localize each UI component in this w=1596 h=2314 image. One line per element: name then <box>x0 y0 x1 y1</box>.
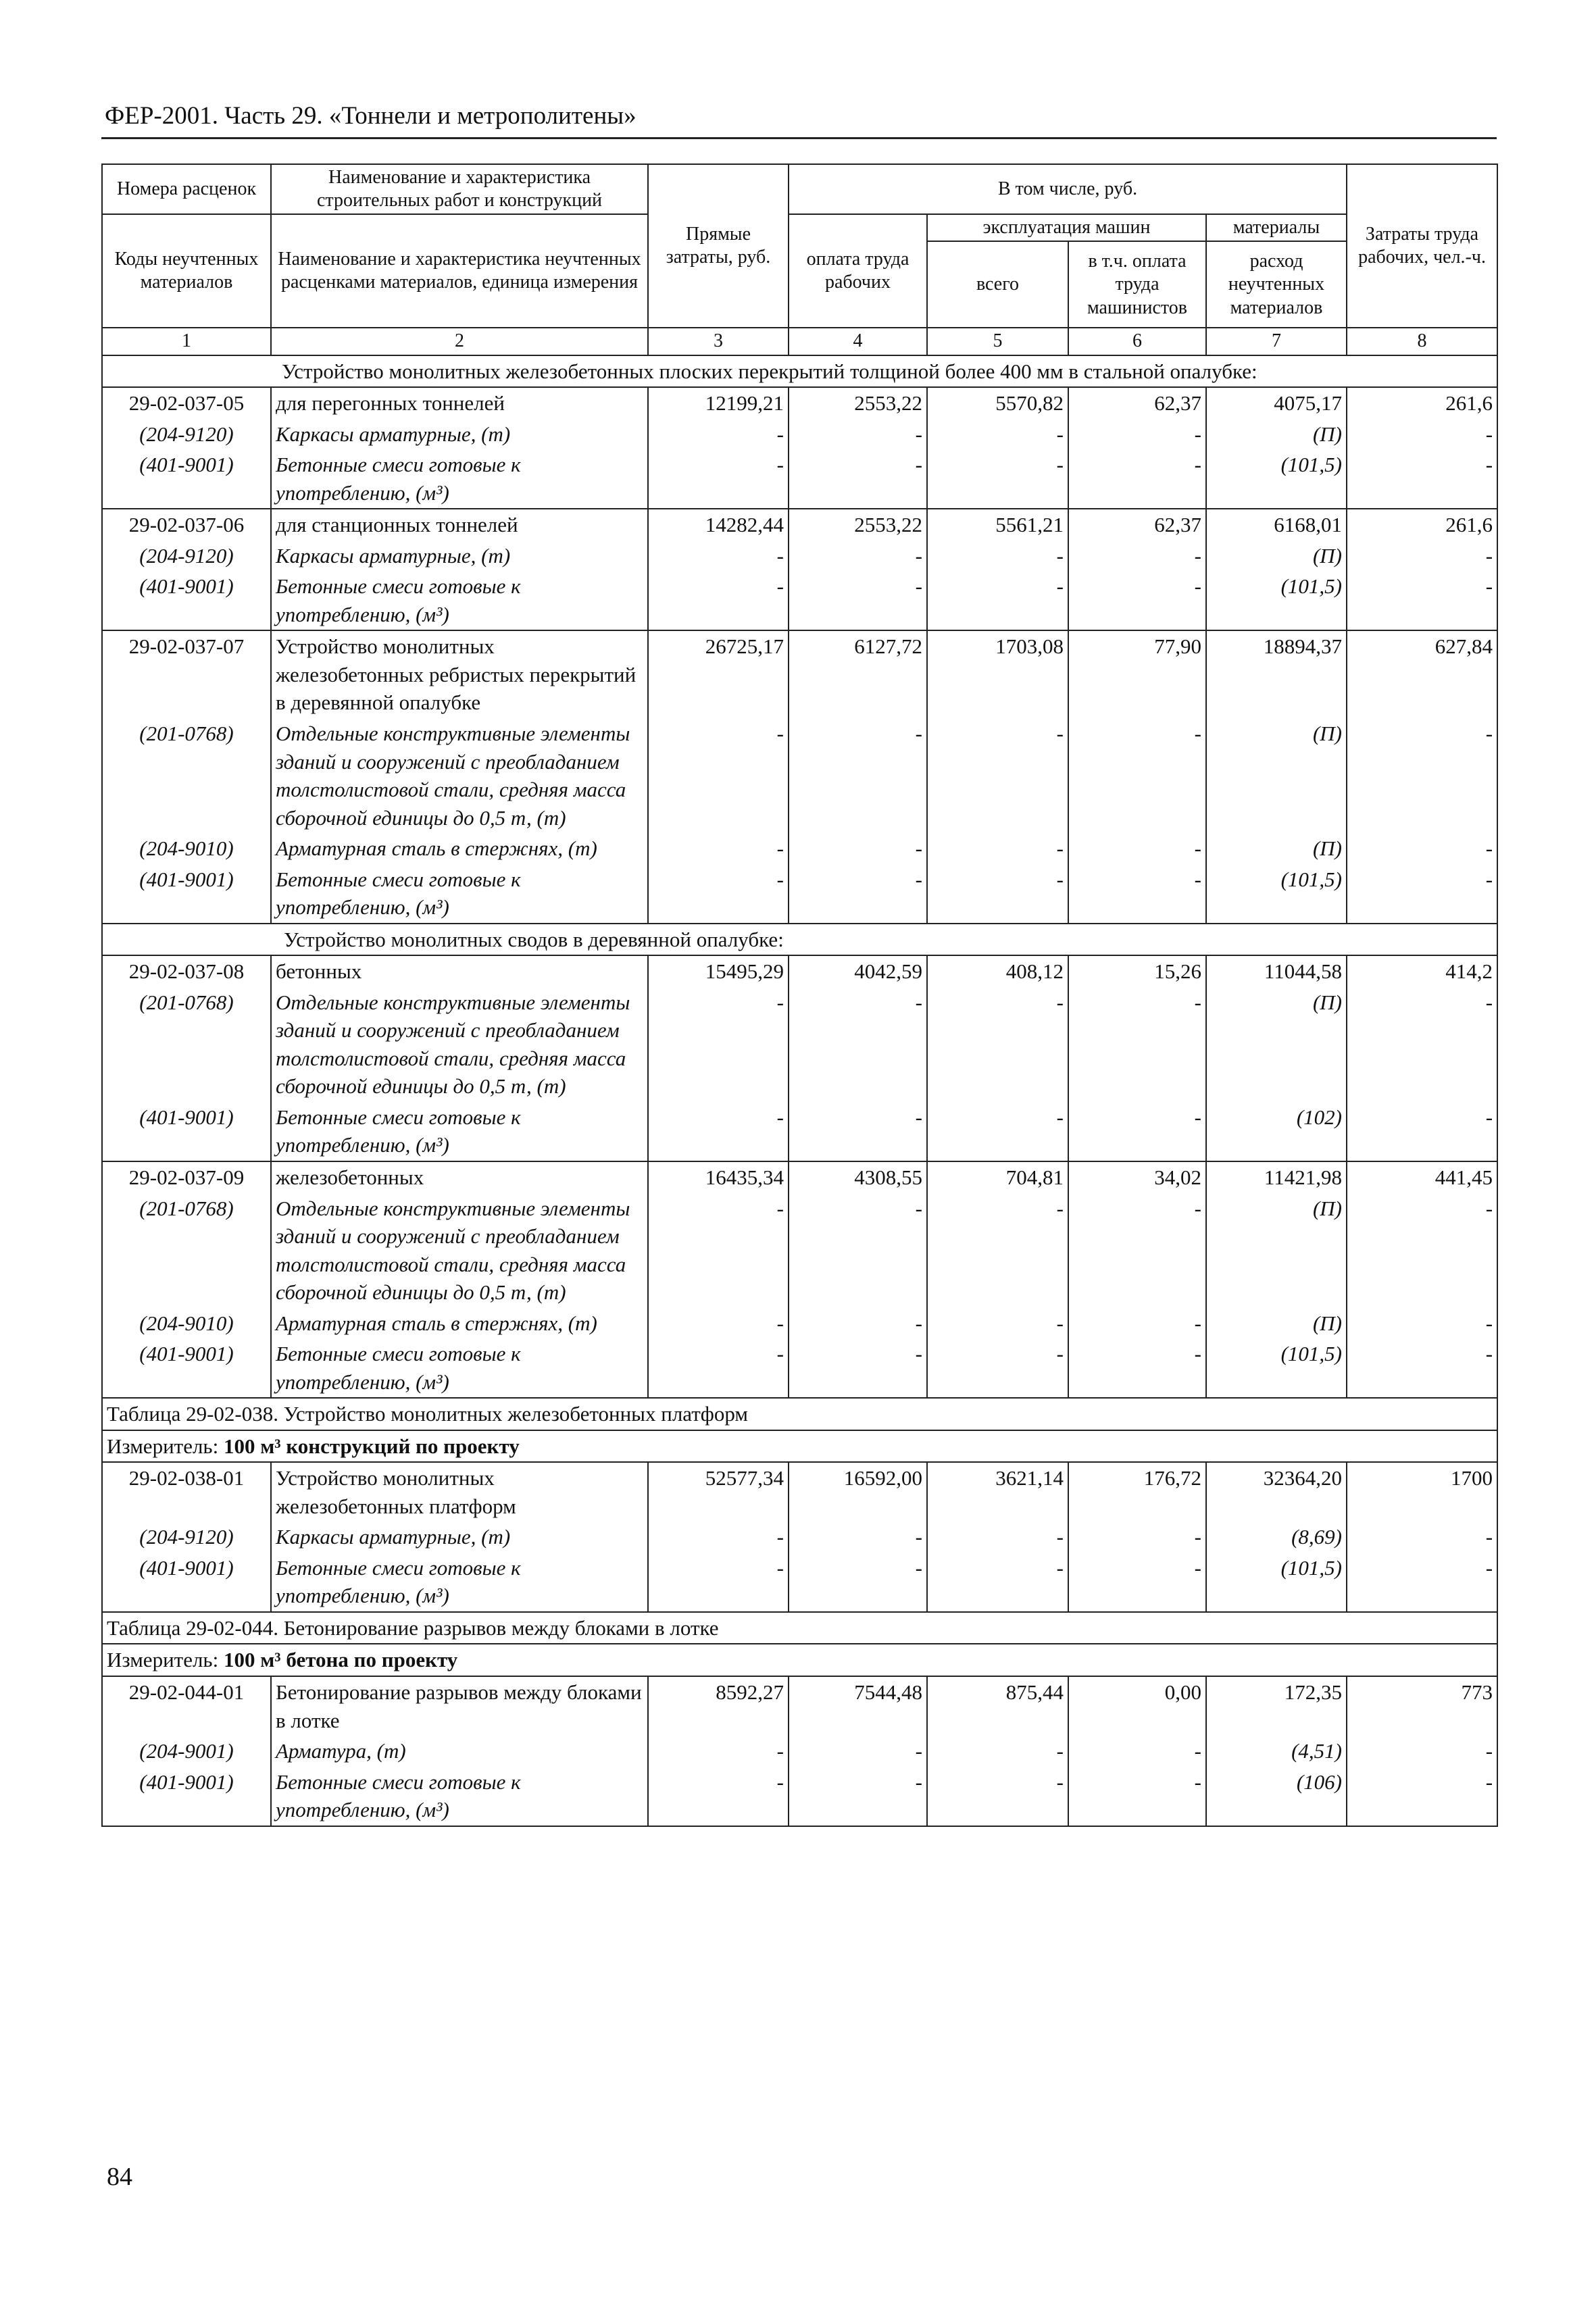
material-row <box>102 718 1497 833</box>
measure-label: Измеритель: <box>107 1648 219 1672</box>
price-table <box>101 164 1498 1827</box>
measure-label: Измеритель: <box>107 1434 219 1458</box>
col-1-header-bottom: Коды неучтенных материалов <box>102 214 271 328</box>
dash-value: - <box>789 718 927 833</box>
labor-cost: 4308,55 <box>789 1161 927 1193</box>
section-heading-row <box>102 355 1497 388</box>
col-8-header: Затраты труда рабочих, чел.-ч. <box>1347 164 1497 328</box>
dash-value: - <box>648 1193 789 1308</box>
material-code: (401-9001) <box>102 1767 271 1826</box>
materials-cost: 4075,17 <box>1206 387 1347 419</box>
dash-value: - <box>1347 1193 1497 1308</box>
dash-value: - <box>1068 987 1206 1102</box>
section-heading-row <box>102 924 1497 956</box>
dash-value: - <box>789 1338 927 1398</box>
dash-value: - <box>789 1553 927 1612</box>
dash-value: - <box>1347 419 1497 450</box>
dash-value: - <box>648 1102 789 1161</box>
material-name: Бетонные смеси готовые к употреблению, (м³) <box>271 1767 648 1826</box>
dash-value: - <box>789 540 927 572</box>
section-2-title: Устройство монолитных сводов в деревянной опалубке: <box>102 924 1497 956</box>
material-code: (201-0768) <box>102 987 271 1102</box>
material-name: Отдельные конструктивные элементы зданий и сооружений с преобладанием толстолистовой стали, средняя масса сборочной единицы до 0,5 т, (т) <box>271 718 648 833</box>
material-consumption: (П) <box>1206 540 1347 572</box>
dash-value: - <box>1068 1193 1206 1308</box>
dash-value: - <box>1068 718 1206 833</box>
material-consumption: (8,69) <box>1206 1521 1347 1553</box>
dash-value: - <box>1068 1553 1206 1612</box>
material-consumption: (П) <box>1206 987 1347 1102</box>
rate-name: бетонных <box>271 955 648 987</box>
col-group-header: В том числе, руб. <box>789 164 1347 214</box>
dash-value: - <box>789 419 927 450</box>
dash-value: - <box>1347 1736 1497 1767</box>
dash-value: - <box>1068 419 1206 450</box>
measure-value: 100 м³ конструкций по проекту <box>223 1434 520 1458</box>
dash-value: - <box>1347 1338 1497 1398</box>
material-name: Бетонные смеси готовые к употреблению, (м³) <box>271 1553 648 1612</box>
rate-name: железобетонных <box>271 1161 648 1193</box>
dash-value: - <box>927 1553 1068 1612</box>
page-header-title: ФЕР-2001. Часть 29. «Тоннели и метрополитены» <box>105 102 637 130</box>
rate-name: для перегонных тоннелей <box>271 387 648 419</box>
column-numbers-row <box>102 328 1497 355</box>
material-row <box>102 1553 1497 1612</box>
dash-value: - <box>1068 864 1206 924</box>
dash-value: - <box>648 718 789 833</box>
labor-hours: 441,45 <box>1347 1161 1497 1193</box>
dash-value: - <box>648 1553 789 1612</box>
dash-value: - <box>1068 1736 1206 1767</box>
material-name: Отдельные конструктивные элементы зданий и сооружений с преобладанием толстолистовой стали, средняя масса сборочной единицы до 0,5 т, (т) <box>271 1193 648 1308</box>
col-5-header: всего <box>927 241 1068 328</box>
dash-value: - <box>789 1102 927 1161</box>
material-code: (204-9001) <box>102 1736 271 1767</box>
labor-cost: 7544,48 <box>789 1676 927 1736</box>
machine-cost: 5561,21 <box>927 509 1068 540</box>
operator-labor-cost: 62,37 <box>1068 387 1206 419</box>
labor-hours: 773 <box>1347 1676 1497 1736</box>
rate-code: 29-02-044-01 <box>102 1676 271 1736</box>
material-consumption: (101,5) <box>1206 1553 1347 1612</box>
material-consumption: (4,51) <box>1206 1736 1347 1767</box>
dash-value: - <box>789 1736 927 1767</box>
dash-value: - <box>1347 571 1497 630</box>
table-044-measure <box>102 1644 1497 1676</box>
material-row <box>102 1736 1497 1767</box>
material-consumption: (П) <box>1206 1193 1347 1308</box>
materials-cost: 6168,01 <box>1206 509 1347 540</box>
dash-value: - <box>1068 833 1206 864</box>
col-2-header-top: Наименование и характеристика строительных работ и конструкций <box>271 164 648 214</box>
page-number: 84 <box>107 2163 132 2191</box>
rate-row <box>102 630 1497 718</box>
material-code: (204-9010) <box>102 833 271 864</box>
rate-row <box>102 1676 1497 1736</box>
col-7-header: расход неучтенных материалов <box>1206 241 1347 328</box>
dash-value: - <box>1347 833 1497 864</box>
dash-value: - <box>648 419 789 450</box>
dash-value: - <box>648 833 789 864</box>
material-row <box>102 1193 1497 1308</box>
material-consumption: (101,5) <box>1206 864 1347 924</box>
material-name: Бетонные смеси готовые к употреблению, (м³) <box>271 571 648 630</box>
materials-cost: 11421,98 <box>1206 1161 1347 1193</box>
rate-code: 29-02-037-06 <box>102 509 271 540</box>
labor-cost: 2553,22 <box>789 509 927 540</box>
rate-row <box>102 387 1497 419</box>
materials-cost: 32364,20 <box>1206 1462 1347 1521</box>
dash-value: - <box>1347 718 1497 833</box>
material-name: Каркасы арматурные, (т) <box>271 1521 648 1553</box>
material-row <box>102 1767 1497 1826</box>
rate-name: Бетонирование разрывов между блоками в лотке <box>271 1676 648 1736</box>
rate-row <box>102 1462 1497 1521</box>
rate-code: 29-02-037-05 <box>102 387 271 419</box>
rate-name: Устройство монолитных железобетонных ребристых перекрытий в деревянной опалубке <box>271 630 648 718</box>
material-code: (201-0768) <box>102 718 271 833</box>
dash-value: - <box>1068 1308 1206 1339</box>
col-2-header-bottom: Наименование и характеристика неучтенных расценками материалов, единица измерения <box>271 214 648 328</box>
col-3-header: Прямые затраты, руб. <box>648 164 789 328</box>
table-038-title: Таблица 29-02-038. Устройство монолитных железобетонных платформ <box>102 1398 1497 1430</box>
direct-cost: 52577,34 <box>648 1462 789 1521</box>
material-name: Арматура, (т) <box>271 1736 648 1767</box>
col-6-header: в т.ч. оплата труда машинистов <box>1068 241 1206 328</box>
dash-value: - <box>927 419 1068 450</box>
dash-value: - <box>1068 449 1206 509</box>
material-name: Арматурная сталь в стержнях, (т) <box>271 1308 648 1339</box>
labor-hours: 261,6 <box>1347 509 1497 540</box>
material-consumption: (102) <box>1206 1102 1347 1161</box>
material-consumption: (101,5) <box>1206 449 1347 509</box>
col-1-header-top: Номера расценок <box>102 164 271 214</box>
dash-value: - <box>927 571 1068 630</box>
header-rule <box>101 137 1497 139</box>
operator-labor-cost: 15,26 <box>1068 955 1206 987</box>
material-row <box>102 1521 1497 1553</box>
dash-value: - <box>648 1308 789 1339</box>
material-consumption: (П) <box>1206 419 1347 450</box>
table-038-measure <box>102 1430 1497 1463</box>
dash-value: - <box>789 571 927 630</box>
machine-cost: 3621,14 <box>927 1462 1068 1521</box>
table-title-row <box>102 1398 1497 1430</box>
dash-value: - <box>927 1102 1068 1161</box>
rate-code: 29-02-038-01 <box>102 1462 271 1521</box>
column-number: 3 <box>648 328 789 355</box>
dash-value: - <box>1068 1102 1206 1161</box>
direct-cost: 8592,27 <box>648 1676 789 1736</box>
dash-value: - <box>927 1521 1068 1553</box>
material-name: Бетонные смеси готовые к употреблению, (м³) <box>271 864 648 924</box>
rate-code: 29-02-037-09 <box>102 1161 271 1193</box>
measure-value: 100 м³ бетона по проекту <box>223 1648 458 1672</box>
dash-value: - <box>1347 1521 1497 1553</box>
dash-value: - <box>927 1736 1068 1767</box>
dash-value: - <box>1347 1308 1497 1339</box>
measure-row <box>102 1430 1497 1463</box>
material-name: Бетонные смеси готовые к употреблению, (м³) <box>271 449 648 509</box>
material-consumption: (101,5) <box>1206 1338 1347 1398</box>
material-code: (201-0768) <box>102 1193 271 1308</box>
rate-name: Устройство монолитных железобетонных платформ <box>271 1462 648 1521</box>
direct-cost: 12199,21 <box>648 387 789 419</box>
rate-row <box>102 955 1497 987</box>
dash-value: - <box>927 864 1068 924</box>
dash-value: - <box>927 1193 1068 1308</box>
dash-value: - <box>1068 1767 1206 1826</box>
dash-value: - <box>1068 540 1206 572</box>
column-number: 1 <box>102 328 271 355</box>
dash-value: - <box>648 1767 789 1826</box>
material-consumption: (106) <box>1206 1767 1347 1826</box>
labor-cost: 16592,00 <box>789 1462 927 1521</box>
material-code: (204-9120) <box>102 540 271 572</box>
direct-cost: 16435,34 <box>648 1161 789 1193</box>
material-row <box>102 864 1497 924</box>
dash-value: - <box>789 1308 927 1339</box>
material-code: (401-9001) <box>102 1338 271 1398</box>
dash-value: - <box>789 833 927 864</box>
labor-hours: 261,6 <box>1347 387 1497 419</box>
materials-cost: 18894,37 <box>1206 630 1347 718</box>
labor-hours: 627,84 <box>1347 630 1497 718</box>
dash-value: - <box>927 1767 1068 1826</box>
machine-cost: 408,12 <box>927 955 1068 987</box>
material-row <box>102 449 1497 509</box>
operator-labor-cost: 0,00 <box>1068 1676 1206 1736</box>
operator-labor-cost: 77,90 <box>1068 630 1206 718</box>
machines-header: эксплуатация машин <box>927 214 1206 241</box>
dash-value: - <box>927 540 1068 572</box>
column-number: 6 <box>1068 328 1206 355</box>
material-row <box>102 571 1497 630</box>
machine-cost: 704,81 <box>927 1161 1068 1193</box>
dash-value: - <box>927 1308 1068 1339</box>
dash-value: - <box>927 833 1068 864</box>
rate-row <box>102 1161 1497 1193</box>
column-number: 8 <box>1347 328 1497 355</box>
machine-cost: 5570,82 <box>927 387 1068 419</box>
material-consumption: (П) <box>1206 1308 1347 1339</box>
dash-value: - <box>927 1338 1068 1398</box>
machine-cost: 1703,08 <box>927 630 1068 718</box>
materials-header: материалы <box>1206 214 1347 241</box>
dash-value: - <box>789 1521 927 1553</box>
dash-value: - <box>1068 1521 1206 1553</box>
operator-labor-cost: 62,37 <box>1068 509 1206 540</box>
dash-value: - <box>789 1767 927 1826</box>
material-name: Отдельные конструктивные элементы зданий и сооружений с преобладанием толстолистовой стали, средняя масса сборочной единицы до 0,5 т, (т) <box>271 987 648 1102</box>
material-code: (401-9001) <box>102 1553 271 1612</box>
labor-cost: 2553,22 <box>789 387 927 419</box>
material-name: Бетонные смеси готовые к употреблению, (м³) <box>271 1102 648 1161</box>
dash-value: - <box>648 449 789 509</box>
rate-code: 29-02-037-07 <box>102 630 271 718</box>
dash-value: - <box>648 1736 789 1767</box>
rate-code: 29-02-037-08 <box>102 955 271 987</box>
material-code: (204-9120) <box>102 1521 271 1553</box>
operator-labor-cost: 34,02 <box>1068 1161 1206 1193</box>
material-row <box>102 540 1497 572</box>
material-consumption: (101,5) <box>1206 571 1347 630</box>
material-code: (401-9001) <box>102 571 271 630</box>
rate-row <box>102 509 1497 540</box>
material-row <box>102 419 1497 450</box>
dash-value: - <box>648 1338 789 1398</box>
material-consumption: (П) <box>1206 833 1347 864</box>
dash-value: - <box>927 987 1068 1102</box>
table-title-row <box>102 1612 1497 1644</box>
material-row <box>102 987 1497 1102</box>
material-consumption: (П) <box>1206 718 1347 833</box>
direct-cost: 14282,44 <box>648 509 789 540</box>
column-number: 4 <box>789 328 927 355</box>
dash-value: - <box>1347 1102 1497 1161</box>
labor-cost: 6127,72 <box>789 630 927 718</box>
operator-labor-cost: 176,72 <box>1068 1462 1206 1521</box>
labor-hours: 1700 <box>1347 1462 1497 1521</box>
col-4-header: оплата труда рабочих <box>789 214 927 328</box>
column-number: 2 <box>271 328 648 355</box>
dash-value: - <box>789 864 927 924</box>
material-code: (204-9010) <box>102 1308 271 1339</box>
dash-value: - <box>1347 1767 1497 1826</box>
material-row <box>102 1308 1497 1339</box>
measure-row <box>102 1644 1497 1676</box>
material-row <box>102 1338 1497 1398</box>
material-name: Бетонные смеси готовые к употреблению, (м³) <box>271 1338 648 1398</box>
material-code: (401-9001) <box>102 864 271 924</box>
column-number: 5 <box>927 328 1068 355</box>
material-name: Арматурная сталь в стержнях, (т) <box>271 833 648 864</box>
dash-value: - <box>648 571 789 630</box>
machine-cost: 875,44 <box>927 1676 1068 1736</box>
dash-value: - <box>789 1193 927 1308</box>
materials-cost: 11044,58 <box>1206 955 1347 987</box>
dash-value: - <box>789 987 927 1102</box>
material-row <box>102 1102 1497 1161</box>
dash-value: - <box>648 1521 789 1553</box>
material-code: (401-9001) <box>102 449 271 509</box>
dash-value: - <box>1068 1338 1206 1398</box>
labor-hours: 414,2 <box>1347 955 1497 987</box>
dash-value: - <box>1347 987 1497 1102</box>
direct-cost: 15495,29 <box>648 955 789 987</box>
material-code: (204-9120) <box>102 419 271 450</box>
dash-value: - <box>1347 540 1497 572</box>
price-table-area <box>101 164 1497 1827</box>
dash-value: - <box>648 987 789 1102</box>
table-044-title: Таблица 29-02-044. Бетонирование разрывов между блоками в лотке <box>102 1612 1497 1644</box>
dash-value: - <box>927 718 1068 833</box>
materials-cost: 172,35 <box>1206 1676 1347 1736</box>
dash-value: - <box>1347 864 1497 924</box>
rate-name: для станционных тоннелей <box>271 509 648 540</box>
material-name: Каркасы арматурные, (т) <box>271 419 648 450</box>
direct-cost: 26725,17 <box>648 630 789 718</box>
section-1-title: Устройство монолитных железобетонных плоских перекрытий толщиной более 400 мм в стальной опалубке: <box>102 355 1497 388</box>
material-code: (401-9001) <box>102 1102 271 1161</box>
dash-value: - <box>789 449 927 509</box>
dash-value: - <box>927 449 1068 509</box>
material-row <box>102 833 1497 864</box>
dash-value: - <box>648 540 789 572</box>
column-number: 7 <box>1206 328 1347 355</box>
material-name: Каркасы арматурные, (т) <box>271 540 648 572</box>
labor-cost: 4042,59 <box>789 955 927 987</box>
dash-value: - <box>648 864 789 924</box>
dash-value: - <box>1068 571 1206 630</box>
dash-value: - <box>1347 449 1497 509</box>
dash-value: - <box>1347 1553 1497 1612</box>
